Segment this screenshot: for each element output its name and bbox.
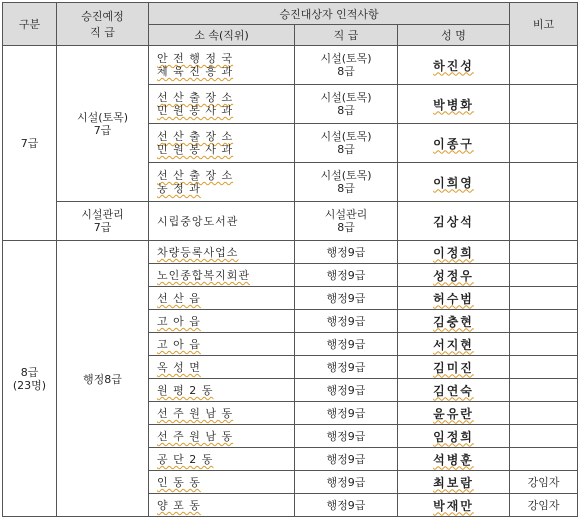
person-name: 최보람 [433,475,474,490]
remarks-cell [510,124,578,163]
grade-cell [295,163,398,202]
grade-line1: 시설(토목) [320,52,372,65]
grade-cell: 행정9급 [295,494,398,517]
header-planned-line2: 직 급 [90,26,115,39]
person-name: 이정희 [433,245,474,260]
dept-text: 고 아 읍 [157,338,201,351]
dept-text: 양 포 동 [157,499,201,512]
name-cell [398,448,510,471]
grade-line2: 8급 [337,65,355,78]
dept-cell [149,425,295,448]
name-cell [398,471,510,494]
grade-line1: 시설관리 [324,208,368,221]
remarks-cell [510,448,578,471]
person-name: 하진성 [433,58,474,73]
dept-line1: 시립중앙도서관 [157,214,239,228]
name-cell [398,356,510,379]
name-cell [398,333,510,356]
person-name: 김미진 [433,360,474,375]
person-name: 허수범 [433,291,474,306]
group-cell-7: 7급 [3,46,57,241]
name-cell [398,85,510,124]
dept-text: 노인종합복지회관 [157,269,251,282]
dept-cell [149,310,295,333]
dept-line2: 민 원 봉 사 과 [157,143,234,156]
planned-cell-admin: 행정8급 [57,241,149,517]
remarks-cell [510,46,578,85]
planned-civil-line1: 시설(토목) [76,110,129,124]
promotion-table [2,2,578,517]
name-cell [398,124,510,163]
grade-cell: 행정9급 [295,448,398,471]
grade-cell: 행정9급 [295,379,398,402]
remarks-cell [510,241,578,264]
header-affiliation: 소 속(직위) [149,25,295,46]
person-name: 이종구 [433,136,474,151]
group-8-line1: 8급 [20,365,39,379]
person-name: 박재만 [433,498,474,513]
dept-text: 인 동 동 [157,476,201,489]
grade-line2: 8급 [337,104,355,117]
remarks-cell: 강임자 [510,471,578,494]
person-name: 이희영 [433,175,474,190]
grade-cell: 행정9급 [295,264,398,287]
dept-line2: 농 정 과 [157,182,201,195]
name-cell [398,402,510,425]
grade-cell: 행정9급 [295,471,398,494]
grade-cell [295,85,398,124]
dept-text: 선 주 원 남 동 [157,407,234,420]
dept-text: 공 단 2 동 [157,453,214,466]
dept-line1: 선 산 출 장 소 [157,91,234,104]
planned-cell-facility [57,202,149,241]
person-name: 김충현 [433,314,474,329]
header-name: 성 명 [398,25,510,46]
grade-line1: 시설(토목) [320,91,372,104]
grade-cell: 행정9급 [295,287,398,310]
remarks-cell: 강임자 [510,494,578,517]
dept-cell [149,202,295,241]
name-cell [398,241,510,264]
remarks-cell [510,356,578,379]
dept-cell [149,85,295,124]
grade-line1: 시설(토목) [320,169,372,182]
dept-text: 차량등록사업소 [157,246,239,259]
person-name: 임정희 [433,429,474,444]
grade-cell: 행정9급 [295,356,398,379]
grade-cell: 행정9급 [295,333,398,356]
name-cell [398,163,510,202]
header-group: 구분 [3,3,57,46]
person-name: 김연숙 [433,383,474,398]
planned-facility-line1: 시설관리 [81,208,124,221]
dept-cell [149,402,295,425]
person-name: 석병훈 [433,452,474,467]
remarks-cell [510,310,578,333]
name-cell [398,264,510,287]
dept-cell [149,379,295,402]
person-name: 서지현 [433,337,474,352]
dept-cell [149,264,295,287]
name-cell [398,287,510,310]
header-planned-line1: 승진예정 [81,10,124,23]
dept-cell [149,241,295,264]
grade-cell: 행정9급 [295,241,398,264]
grade-line2: 8급 [337,182,355,195]
name-cell [398,425,510,448]
planned-cell-civil [57,46,149,202]
dept-cell [149,356,295,379]
dept-line2: 민 원 봉 사 과 [157,104,234,117]
remarks-cell [510,425,578,448]
dept-line1: 선 산 출 장 소 [157,130,234,143]
header-planned-grade [57,3,149,46]
table-row [3,202,578,241]
dept-cell [149,163,295,202]
dept-cell [149,471,295,494]
header-remarks: 비고 [510,3,578,46]
grade-cell [295,46,398,85]
header-grade: 직 급 [295,25,398,46]
person-name: 성정우 [433,268,474,283]
header-candidate: 승진대상자 인적사항 [149,3,510,25]
dept-cell [149,333,295,356]
person-name: 김상석 [433,214,474,229]
dept-cell [149,124,295,163]
name-cell [398,46,510,85]
remarks-cell [510,163,578,202]
grade-cell [295,202,398,241]
grade-cell: 행정9급 [295,425,398,448]
remarks-cell [510,379,578,402]
remarks-cell [510,202,578,241]
name-cell [398,310,510,333]
dept-cell [149,287,295,310]
dept-line2: 체 육 진 흥 과 [157,65,234,78]
dept-line1: 선 산 출 장 소 [157,169,234,182]
grade-cell [295,124,398,163]
dept-cell [149,46,295,85]
remarks-cell [510,264,578,287]
dept-text: 옥 성 면 [157,361,201,374]
dept-cell [149,494,295,517]
dept-text: 고 아 읍 [157,315,201,328]
group-8-line2: (23명) [12,378,47,392]
remarks-cell [510,333,578,356]
table-row [3,46,578,85]
remarks-cell [510,402,578,425]
grade-line2: 8급 [337,221,355,234]
person-name: 박병화 [433,97,474,112]
person-name: 윤유란 [433,406,474,421]
remarks-cell [510,287,578,310]
grade-cell: 행정9급 [295,402,398,425]
name-cell [398,494,510,517]
dept-line1: 안 전 행 정 국 [157,52,234,65]
grade-line1: 시설(토목) [320,130,372,143]
table-row [3,241,578,264]
dept-text: 선 산 읍 [157,292,201,305]
group-cell-8 [3,241,57,517]
dept-cell [149,448,295,471]
grade-cell: 행정9급 [295,310,398,333]
name-cell [398,379,510,402]
name-cell [398,202,510,241]
planned-facility-line2: 7급 [93,221,112,234]
dept-text: 선 주 원 남 동 [157,430,234,443]
dept-text: 원 평 2 동 [157,384,214,397]
planned-civil-line2: 7급 [93,123,112,137]
remarks-cell [510,85,578,124]
grade-line2: 8급 [337,143,355,156]
